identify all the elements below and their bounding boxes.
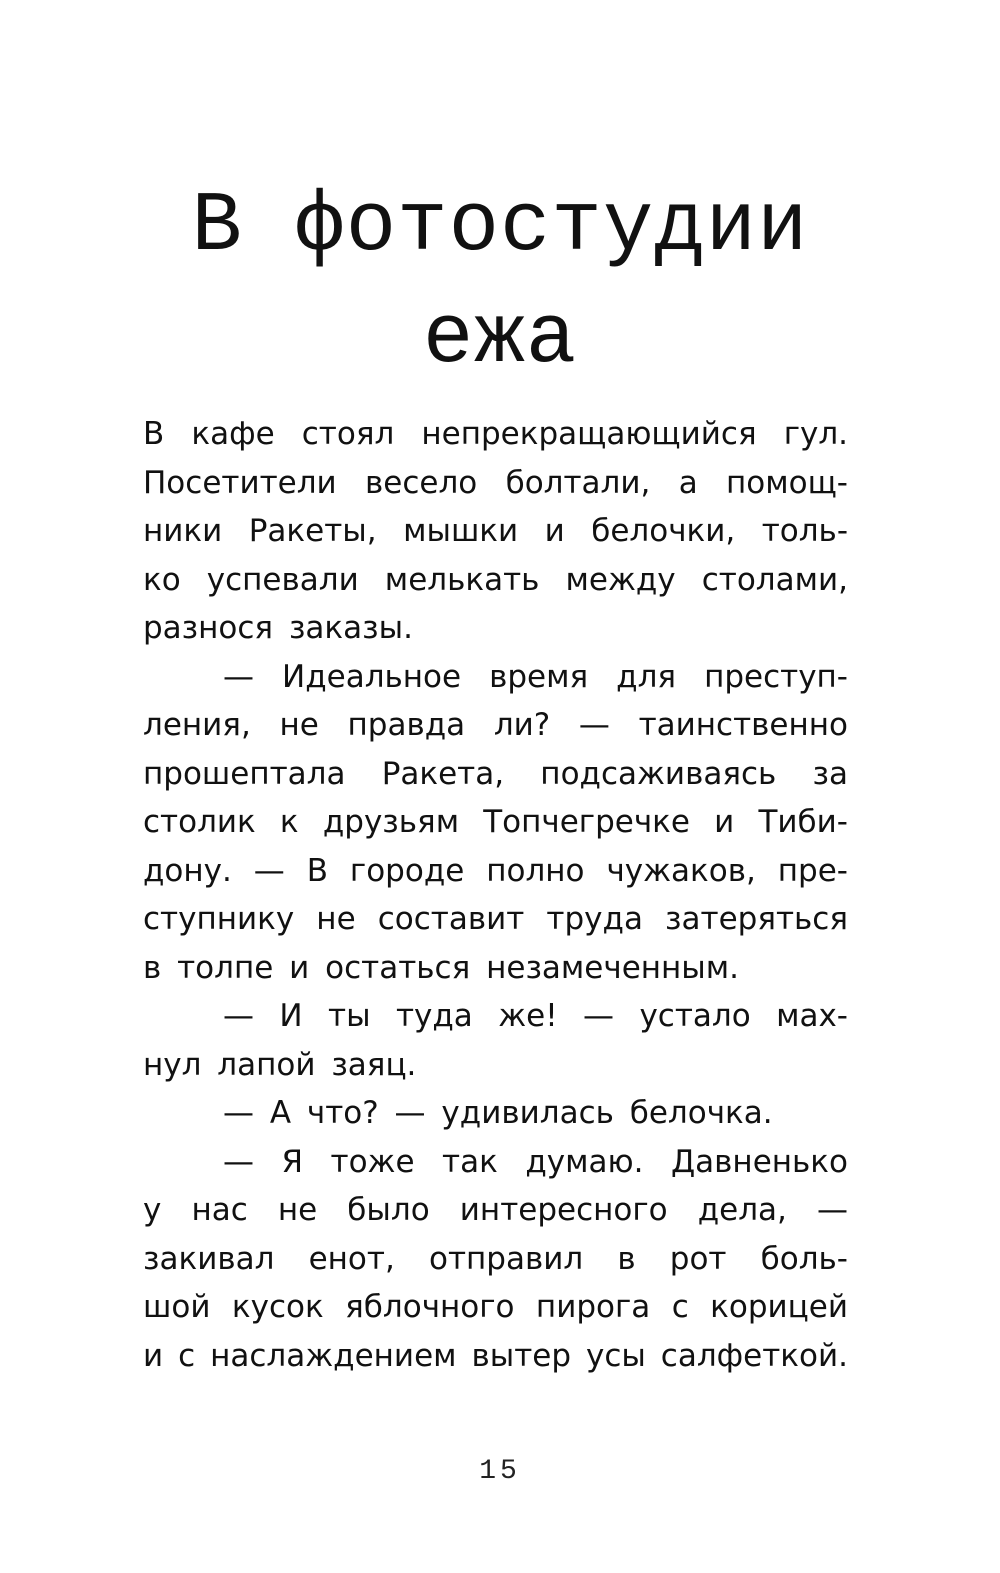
page-number: 15	[479, 1456, 521, 1487]
text-line: нул лапой заяц.	[143, 1046, 417, 1083]
text-line: столик к друзьям Топчегречке и Тиби-	[143, 804, 848, 840]
text-line: дону. — В городе полно чужаков, пре-	[143, 852, 848, 889]
text-line: ко успевали мелькать между столами,	[143, 561, 848, 598]
chapter-title-line-1: В фотостудии	[191, 180, 809, 275]
text-line: Посетители весело болтали, а помощ-	[143, 464, 848, 501]
text-line: В кафе стоял непрекращающийся гул.	[143, 416, 848, 452]
text-line: шой кусок яблочного пирога с корицей	[143, 1289, 848, 1325]
text-line: — Идеальное время для преступ-	[223, 658, 848, 695]
text-line: закивал енот, отправил в рот боль-	[143, 1240, 848, 1277]
text-line: — Я тоже так думаю. Давненько	[223, 1143, 848, 1180]
text-line: ступнику не составит труда затеряться	[143, 901, 848, 937]
chapter-body-text	[143, 410, 848, 1380]
text-line: ники Ракеты, мышки и белочки, толь-	[143, 513, 848, 549]
chapter-title-line-2: ежа	[422, 292, 578, 387]
text-line: в толпе и остаться незамеченным.	[143, 949, 740, 986]
text-line: у нас не было интересного дела, —	[143, 1192, 848, 1228]
text-line: — А что? — удивилась белочка.	[223, 1095, 773, 1131]
text-line: разнося заказы.	[143, 610, 413, 646]
text-line: — И ты туда же! — устало мах-	[223, 998, 848, 1034]
chapter-title	[0, 172, 1000, 396]
text-line: и с наслаждением вытер усы салфеткой.	[143, 1337, 848, 1374]
text-line: прошептала Ракета, подсаживаясь за	[143, 755, 848, 792]
text-line: ления, не правда ли? — таинственно	[143, 707, 848, 743]
